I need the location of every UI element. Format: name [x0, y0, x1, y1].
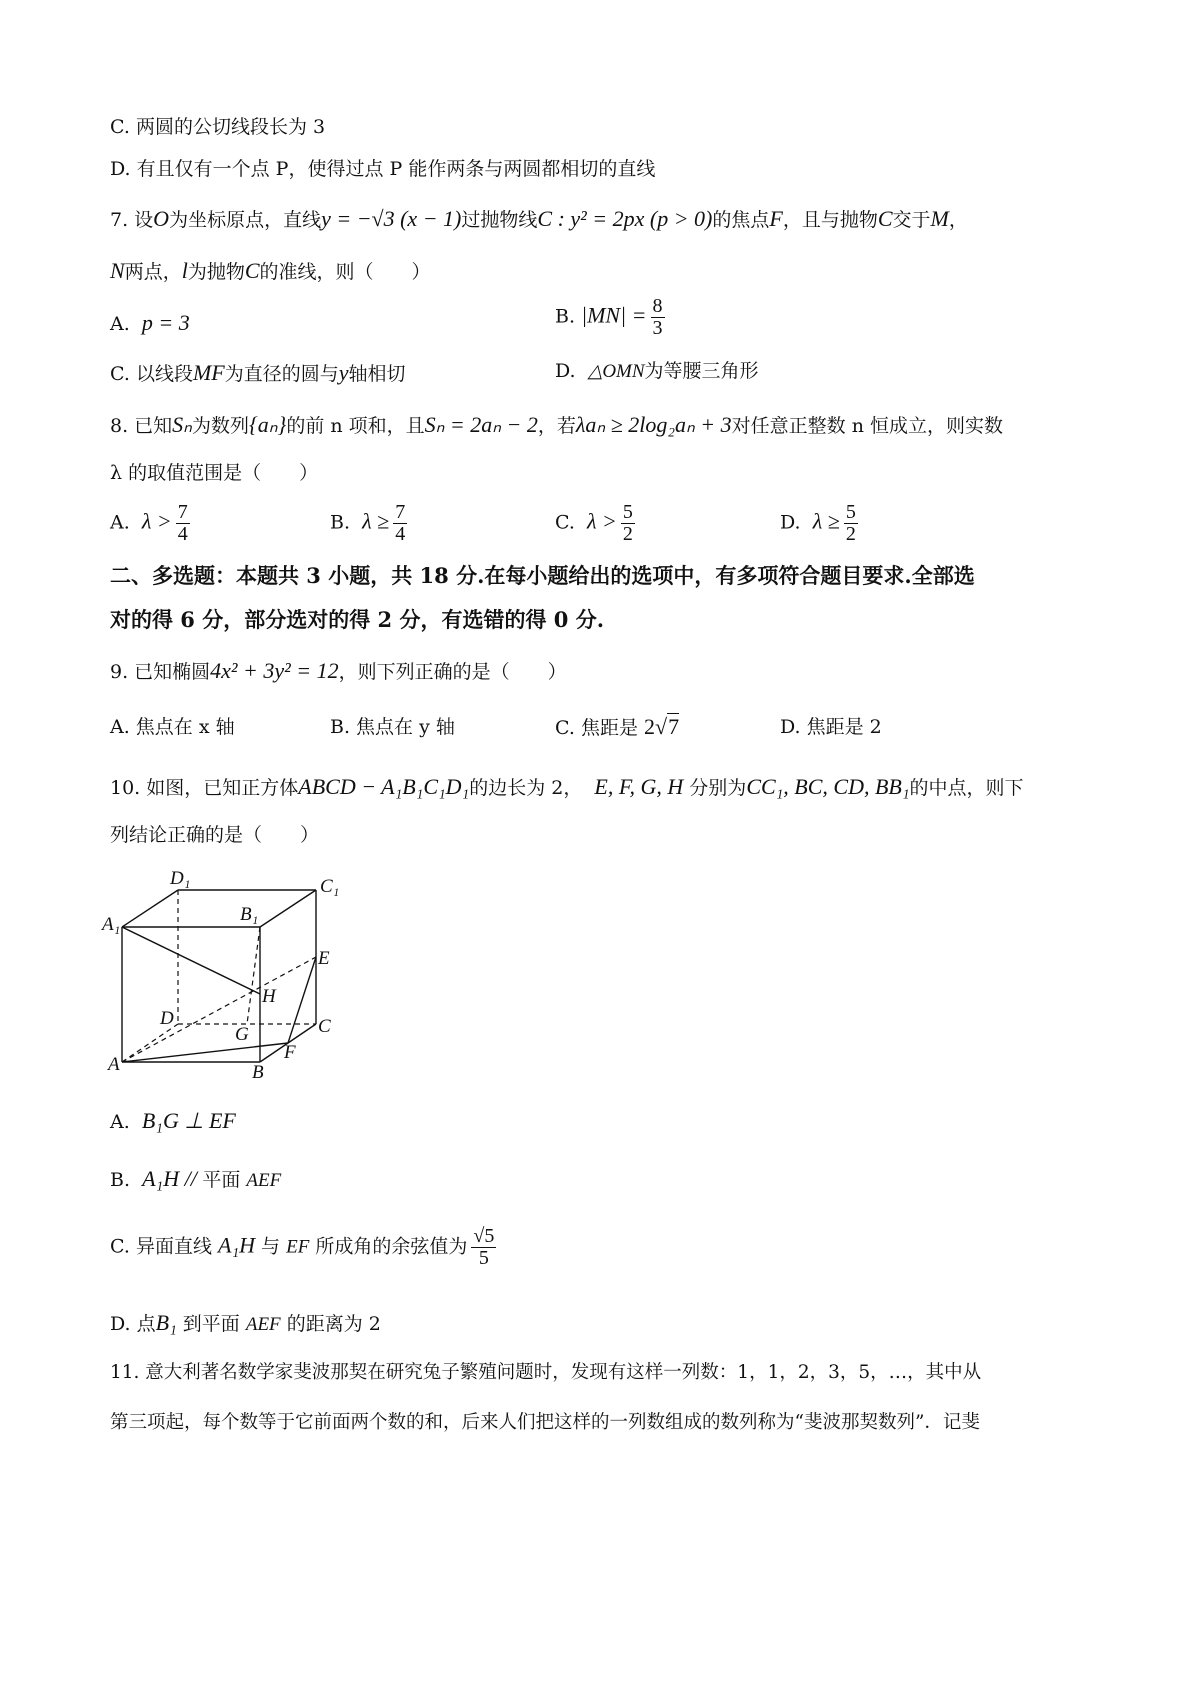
q10-stem-line2: 列结论正确的是（ ）	[110, 824, 320, 846]
label-G: G	[235, 1024, 249, 1045]
q7-stem-line2: N两点，l为抛物C的准线，则（ ）	[110, 258, 431, 283]
q7-option-b: B. |MN| = $\frac{8}{3}$	[555, 295, 663, 339]
q8-stem-line1: 8. 已知Sₙ为数列{aₙ}的前 n 项和，且Sₙ = 2aₙ − 2，若λaₙ ≥ 2log₂aₙ + 3对任意正整数 n 恒成立，则实数	[110, 412, 1003, 437]
q10-option-b: B. A₁H // 平面 AEF	[110, 1166, 282, 1191]
q7-parabola-equation: C : y² = 2px (p > 0)	[537, 206, 713, 231]
q6-option-d: D. 有且仅有一个点 P，使得过点 P 能作两条与两圆都相切的直线	[110, 158, 656, 180]
q11-stem-line2: 第三项起，每个数等于它前面两个数的和，后来人们把这样的一列数组成的数列称为“斐波那契数列”．记斐	[110, 1412, 980, 1433]
q7-line-equation: y = −√3 (x − 1)	[321, 206, 462, 231]
section-heading-line2: 对的得 6 分，部分选对的得 2 分，有选错的得 0 分.	[110, 607, 605, 632]
q7-option-a: A. p = 3	[110, 310, 190, 335]
q7-option-c: C. 以线段MF为直径的圆与y轴相切	[110, 360, 406, 385]
label-F: F	[284, 1042, 296, 1063]
edge-A1D1	[122, 890, 178, 927]
edge-C1B1	[260, 890, 316, 927]
q9-option-d: D. 焦距是 2	[780, 716, 882, 738]
label-D1: D₁	[170, 868, 191, 889]
label-A1: A₁	[102, 914, 121, 935]
q8-stem-line2: λ 的取值范围是（ ）	[110, 462, 319, 484]
q8-option-b: B. λ ≥ $\frac{7}{4}$	[330, 501, 406, 545]
label-A: A	[108, 1054, 120, 1075]
segment-A1H	[122, 927, 260, 994]
q9-option-c: C. 焦距是 2√7	[555, 714, 680, 739]
cube-figure	[100, 862, 360, 1084]
label-C1: C₁	[320, 876, 340, 897]
label-B1: B₁	[240, 904, 259, 925]
q10-option-d: D. 点B₁ 到平面 AEF 的距离为 2	[110, 1310, 381, 1335]
q6-option-c: C. 两圆的公切线段长为 3	[110, 116, 326, 138]
q9-option-a: A. 焦点在 x 轴	[110, 716, 235, 738]
label-B: B	[252, 1062, 264, 1083]
label-C: C	[318, 1016, 331, 1037]
q10-stem-line1: 10. 如图，已知正方体ABCD − A₁B₁C₁D₁的边长为 2， E, F, G, H 分别为CC₁, BC, CD, BB₁的中点，则下	[110, 774, 1024, 799]
label-H: H	[262, 986, 276, 1007]
segment-B1G-hidden	[247, 927, 260, 1024]
q8-option-a: A. λ > $\frac{7}{4}$	[110, 501, 188, 545]
q9-stem: 9. 已知椭圆4x² + 3y² = 12，则下列正确的是（ ）	[110, 658, 567, 683]
q10-option-c-fraction: $\frac{√5}{5}$	[473, 1225, 495, 1269]
q8-option-c: C. λ > $\frac{5}{2}$	[555, 501, 633, 545]
label-E: E	[318, 948, 330, 969]
q10-option-a: A. B₁G ⊥ EF	[110, 1108, 236, 1133]
q7-stem-line1: 7. 设O为坐标原点，直线y = −√3 (x − 1)过抛物线C : y² = 2px (p > 0)的焦点F，且与抛物C交于M，	[110, 206, 968, 231]
q10-option-c: C. 异面直线 A₁H 与 EF 所成角的余弦值为 $\frac{√5}{5}$	[110, 1225, 495, 1269]
q11-stem-line1: 11. 意大利著名数学家斐波那契在研究兔子繁殖问题时，发现有这样一列数：1，1，2，3，5，…，其中从	[110, 1362, 982, 1383]
section-heading-line1: 二、多选题：本题共 3 小题，共 18 分.在每小题给出的选项中，有多项符合题目要求.全部选	[110, 563, 975, 588]
q9-option-b: B. 焦点在 y 轴	[330, 716, 455, 738]
label-D: D	[160, 1008, 174, 1029]
q7-option-d: D. △OMN为等腰三角形	[555, 360, 759, 382]
q8-option-d: D. λ ≥ $\frac{5}{2}$	[780, 501, 856, 545]
q7-option-b-fraction: $\frac{8}{3}$	[652, 295, 663, 339]
